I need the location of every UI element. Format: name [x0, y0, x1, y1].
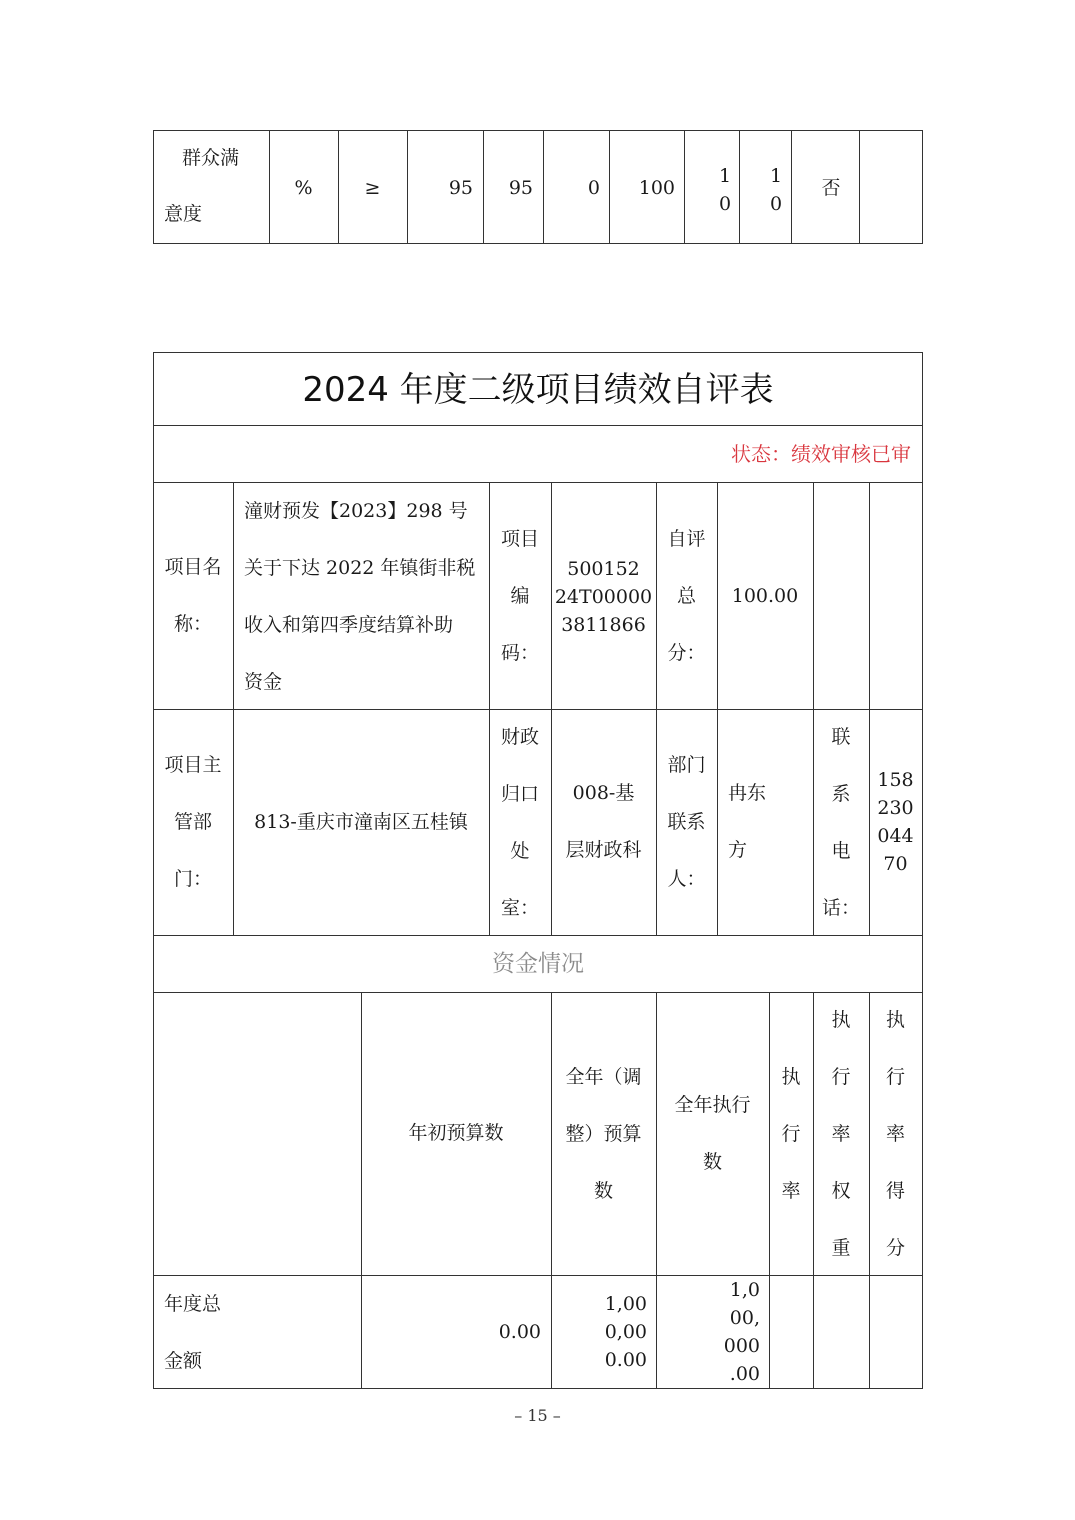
col-initial-budget: 年初预算数 [408, 1122, 504, 1144]
finance-office-value: 008-基 层财政科 [565, 782, 642, 861]
project-name-label: 项目名 称： [164, 556, 222, 635]
department-label: 项目主 管部 门： [164, 754, 222, 890]
phone-label: 联 系 电 话： [821, 726, 860, 919]
col-adjusted-budget: 全年（调 整）预算 数 [565, 1066, 642, 1202]
indicator-unit: % [294, 177, 313, 199]
project-code-label: 项目 编 码： [500, 528, 539, 664]
indicator-weight: 1 0 [718, 165, 732, 215]
contact-value: 冉东 方 [728, 782, 767, 861]
total-adjusted-budget: 1,00 0,00 0.00 [604, 1293, 647, 1371]
indicator-cell-zero: 0 [587, 177, 600, 199]
total-amount-label: 年度总 金额 [164, 1293, 222, 1372]
indicator-flag: 否 [821, 177, 841, 199]
total-executed: 1,0 00, 000 .00 [723, 1279, 760, 1385]
self-score-value: 100.00 [731, 585, 799, 607]
indicator-name-line1: 群众满 [182, 147, 240, 169]
col-execution-rate: 执 行 率 [781, 1066, 801, 1202]
project-name-value: 潼财预发【2023】298 号 关于下达 2022 年镇街非税 收入和第四季度结算补助 资金 [244, 500, 476, 693]
phone-value: 158 230 044 70 [877, 769, 914, 875]
col-execution-rate-weight: 执 行 率 权 重 [831, 1009, 851, 1259]
indicator-operator: ≥ [364, 177, 381, 199]
indicator-score: 1 0 [769, 165, 783, 215]
indicator-actual: 95 [508, 177, 533, 199]
status-badge: 状态：绩效审核已审 [731, 442, 911, 466]
self-score-label: 自评 总 分： [667, 528, 706, 664]
col-execution-rate-score: 执 行 率 得 分 [885, 1009, 905, 1259]
section-title-funding: 资金情况 [492, 951, 584, 977]
project-code-value: 500152 24T00000 3811866 [554, 558, 653, 636]
contact-label: 部门 联系 人： [667, 754, 706, 890]
total-initial-budget: 0.00 [498, 1321, 541, 1343]
indicator-cell-hundred: 100 [638, 177, 675, 199]
department-value: 813-重庆市潼南区五桂镇 [254, 811, 468, 833]
indicator-name-line2: 意度 [164, 203, 203, 225]
page-number: – 15 – [514, 1406, 561, 1425]
finance-office-label: 财政 归口 处 室： [500, 726, 539, 919]
form-title: 2024 年度二级项目绩效自评表 [302, 370, 774, 410]
indicator-target: 95 [448, 177, 473, 199]
col-executed: 全年执行 数 [674, 1094, 751, 1173]
